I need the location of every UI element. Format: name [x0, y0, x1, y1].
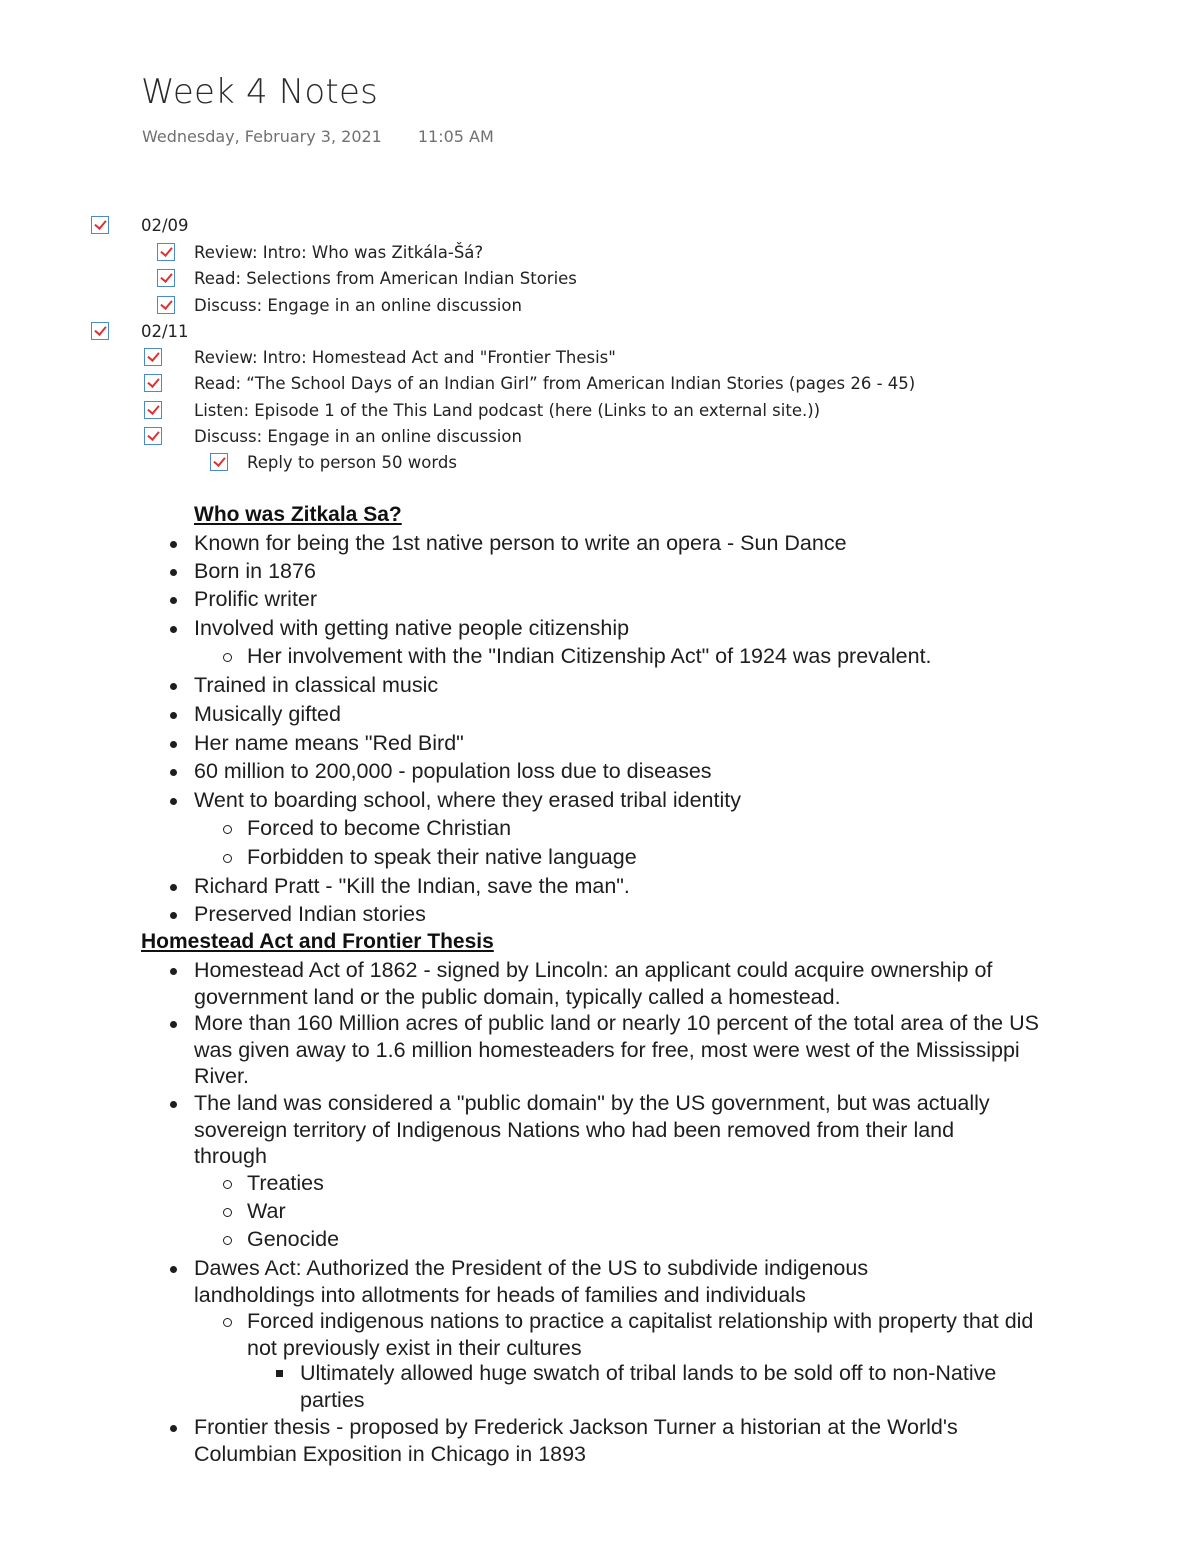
bullet-icon — [170, 1101, 177, 1108]
checkbox-checked-icon[interactable] — [144, 374, 162, 392]
bullet-icon — [170, 569, 177, 576]
bullet-icon — [170, 1425, 177, 1432]
checkbox-checked-icon[interactable] — [144, 348, 162, 366]
todo-label: Review: Intro: Who was Zitkála-Šá? — [194, 242, 484, 262]
circle-bullet-icon — [223, 825, 232, 834]
checkbox-checked-icon[interactable] — [144, 401, 162, 419]
todo-item — [144, 371, 916, 395]
circle-bullet-icon — [223, 1236, 232, 1245]
list-subitem: Her involvement with the "Indian Citizenship Act" of 1924 was prevalent. — [247, 643, 1147, 670]
todo-label: Read: “The School Days of an Indian Girl” from American Indian Stories (pages 26 - 45) — [194, 373, 916, 393]
bullet-icon — [170, 683, 177, 690]
todo-item — [144, 398, 821, 422]
todo-label: 02/09 — [141, 215, 189, 235]
checkbox-checked-icon[interactable] — [210, 453, 228, 471]
bullet-icon — [170, 626, 177, 633]
page-meta — [142, 127, 494, 146]
list-item: Went to boarding school, where they erased tribal identity — [194, 787, 1134, 814]
list-item: Musically gifted — [194, 701, 1134, 728]
list-item: Frontier thesis - proposed by Frederick Jackson Turner a historian at the World's Columbian Exposition in Chicago in 1893 — [194, 1414, 1054, 1467]
list-item: Prolific writer — [194, 586, 1134, 613]
checkbox-checked-icon[interactable] — [157, 269, 175, 287]
list-subitem: Forced indigenous nations to practice a capitalist relationship with property that did not previously exist in their cultures — [247, 1308, 1047, 1361]
circle-bullet-icon — [223, 1208, 232, 1217]
todo-item — [157, 240, 484, 264]
todo-label: Listen: Episode 1 of the This Land podcast (here (Links to an external site.)) — [194, 400, 821, 420]
circle-bullet-icon — [223, 1180, 232, 1189]
todo-item — [91, 213, 189, 237]
list-subsubitem: Ultimately allowed huge swatch of tribal lands to be sold off to non-Native parties — [300, 1360, 1010, 1413]
list-item: Dawes Act: Authorized the President of the US to subdivide indigenous landholdings into allotments for heads of families and individuals — [194, 1255, 954, 1308]
square-bullet-icon — [276, 1370, 283, 1377]
page-time: 11:05 AM — [417, 127, 494, 146]
list-subitem: War — [247, 1198, 1047, 1225]
todo-label: Discuss: Engage in an online discussion — [194, 295, 522, 315]
circle-bullet-icon — [223, 653, 232, 662]
todo-label: Discuss: Engage in an online discussion — [194, 426, 522, 446]
todo-item — [144, 345, 616, 369]
list-subitem: Treaties — [247, 1170, 1047, 1197]
list-subitem: Genocide — [247, 1226, 1047, 1253]
bullet-icon — [170, 597, 177, 604]
checkbox-checked-icon[interactable] — [157, 243, 175, 261]
checkbox-checked-icon[interactable] — [91, 216, 109, 234]
section-heading-zitkala: Who was Zitkala Sa? — [194, 503, 402, 526]
list-item: Trained in classical music — [194, 672, 1134, 699]
section-heading-homestead: Homestead Act and Frontier Thesis — [141, 930, 494, 953]
list-item: Homestead Act of 1862 - signed by Lincoln: an applicant could acquire ownership of government land or the public domain, typically called a homestead. — [194, 957, 1064, 1010]
todo-label: Read: Selections from American Indian Stories — [194, 268, 577, 288]
bullet-icon — [170, 798, 177, 805]
list-subitem: Forbidden to speak their native language — [247, 844, 1147, 871]
bullet-icon — [170, 712, 177, 719]
list-subitem: Forced to become Christian — [247, 815, 1147, 842]
circle-bullet-icon — [223, 1318, 232, 1327]
bullet-icon — [170, 741, 177, 748]
checkbox-checked-icon[interactable] — [157, 296, 175, 314]
list-item: Richard Pratt - "Kill the Indian, save the man". — [194, 873, 1134, 900]
list-item: Born in 1876 — [194, 558, 1134, 585]
todo-item — [144, 424, 522, 448]
todo-item — [157, 293, 522, 317]
circle-bullet-icon — [223, 854, 232, 863]
list-item: More than 160 Million acres of public land or nearly 10 percent of the total area of the US was given away to 1.6 million homesteaders for free, most were west of the Mississippi River. — [194, 1010, 1069, 1090]
todo-item — [210, 450, 457, 474]
list-item: Preserved Indian stories — [194, 901, 1134, 928]
todo-label: Review: Intro: Homestead Act and "Frontier Thesis" — [194, 347, 616, 367]
todo-label: Reply to person 50 words — [247, 452, 457, 472]
list-item: 60 million to 200,000 - population loss due to diseases — [194, 758, 1134, 785]
bullet-icon — [170, 968, 177, 975]
list-item: Involved with getting native people citizenship — [194, 615, 1134, 642]
page-title: Week 4 Notes — [141, 72, 378, 112]
bullet-icon — [170, 541, 177, 548]
bullet-icon — [170, 1021, 177, 1028]
bullet-icon — [170, 769, 177, 776]
todo-label: 02/11 — [141, 321, 189, 341]
bullet-icon — [170, 884, 177, 891]
bullet-icon — [170, 912, 177, 919]
list-item: The land was considered a "public domain" by the US government, but was actually sovereign territory of Indigenous Nations who had been removed from their land through — [194, 1090, 1024, 1170]
list-item: Her name means "Red Bird" — [194, 730, 1134, 757]
checkbox-checked-icon[interactable] — [144, 427, 162, 445]
page-date: Wednesday, February 3, 2021 — [142, 127, 382, 146]
todo-item — [91, 319, 189, 343]
bullet-icon — [170, 1266, 177, 1273]
list-item: Known for being the 1st native person to write an opera - Sun Dance — [194, 530, 1134, 557]
checkbox-checked-icon[interactable] — [91, 322, 109, 340]
todo-item — [157, 266, 577, 290]
